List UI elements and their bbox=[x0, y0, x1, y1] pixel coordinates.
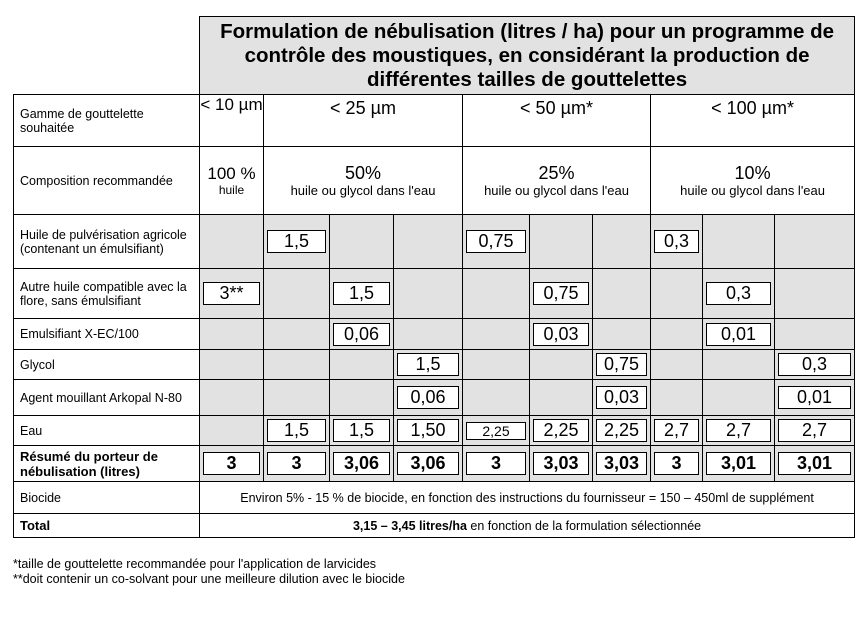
value-cell bbox=[394, 269, 463, 319]
value-cell bbox=[651, 269, 703, 319]
value-text bbox=[778, 333, 851, 335]
value-cell bbox=[200, 319, 264, 350]
value-text bbox=[203, 333, 260, 335]
composition-pct: 25% bbox=[538, 163, 575, 183]
summary-cell bbox=[593, 446, 651, 482]
composition-pct: 100 % bbox=[207, 163, 256, 183]
value-text bbox=[203, 241, 260, 243]
value-text: 2,25 bbox=[533, 419, 589, 442]
value-text bbox=[466, 397, 526, 399]
value-cell bbox=[394, 416, 463, 446]
value-cell bbox=[703, 350, 775, 380]
value-cell bbox=[530, 416, 593, 446]
value-cell bbox=[651, 319, 703, 350]
value-text: 0,75 bbox=[596, 353, 647, 376]
value-text: 0,3 bbox=[778, 353, 851, 376]
value-text: 0,75 bbox=[466, 230, 526, 253]
value-cell bbox=[703, 269, 775, 319]
value-cell bbox=[651, 215, 703, 269]
value-cell bbox=[463, 416, 530, 446]
composition-50 bbox=[264, 147, 463, 215]
ingredient-rows bbox=[14, 215, 855, 446]
value-cell bbox=[463, 380, 530, 416]
footnote-1: *taille de gouttelette recommandée pour l'application de larvicides bbox=[13, 557, 377, 571]
summary-value: 3 bbox=[654, 452, 699, 475]
value-cell bbox=[394, 380, 463, 416]
value-cell bbox=[330, 215, 394, 269]
ingredient-label: Eau bbox=[14, 416, 200, 446]
value-text: 0,06 bbox=[333, 323, 390, 346]
ingredient-row bbox=[14, 319, 855, 350]
value-cell bbox=[264, 350, 330, 380]
summary-value: 3,03 bbox=[596, 452, 647, 475]
value-text: 0,06 bbox=[397, 386, 459, 409]
droplet-range-label: Gamme de gouttelette souhaitée bbox=[14, 95, 200, 147]
value-text bbox=[778, 241, 851, 243]
value-cell bbox=[651, 350, 703, 380]
value-cell bbox=[775, 215, 855, 269]
value-cell bbox=[593, 215, 651, 269]
value-cell bbox=[394, 350, 463, 380]
value-cell bbox=[200, 380, 264, 416]
value-cell bbox=[651, 416, 703, 446]
ingredient-label: Emulsifiant X-EC/100 bbox=[14, 319, 200, 350]
summary-cell bbox=[394, 446, 463, 482]
summary-cell bbox=[330, 446, 394, 482]
value-text: 2,25 bbox=[596, 419, 647, 442]
ingredient-label: Agent mouillant Arkopal N-80 bbox=[14, 380, 200, 416]
value-cell bbox=[394, 215, 463, 269]
summary-value: 3,06 bbox=[333, 452, 390, 475]
composition-pct: 10% bbox=[734, 163, 771, 183]
value-text: 3** bbox=[203, 282, 260, 305]
value-cell bbox=[264, 416, 330, 446]
value-text bbox=[654, 364, 699, 366]
value-text bbox=[267, 293, 326, 295]
ingredient-row bbox=[14, 215, 855, 269]
total-rest: en fonction de la formulation sélectionnée bbox=[466, 518, 702, 533]
value-text: 0,3 bbox=[706, 282, 771, 305]
value-text: 1,50 bbox=[397, 419, 459, 442]
value-text bbox=[706, 364, 771, 366]
ingredient-row bbox=[14, 269, 855, 319]
droplet-range-100: < 100 µm* bbox=[651, 95, 855, 147]
value-cell bbox=[775, 269, 855, 319]
value-text bbox=[333, 364, 390, 366]
ingredient-label: Autre huile compatible avec la flore, sans émulsifiant bbox=[14, 269, 200, 319]
value-cell bbox=[264, 380, 330, 416]
total-label: Total bbox=[14, 514, 200, 538]
summary-value: 3 bbox=[267, 452, 326, 475]
composition-desc: huile bbox=[218, 182, 245, 197]
value-text bbox=[333, 241, 390, 243]
value-text bbox=[466, 293, 526, 295]
summary-label: Résumé du porteur de nébulisation (litres) bbox=[14, 446, 200, 482]
ingredient-label: Glycol bbox=[14, 350, 200, 380]
value-text: 0,01 bbox=[706, 323, 771, 346]
value-text bbox=[203, 397, 260, 399]
summary-value: 3,03 bbox=[533, 452, 589, 475]
value-text bbox=[267, 364, 326, 366]
droplet-range-50: < 50 µm* bbox=[463, 95, 651, 147]
summary-cell bbox=[200, 446, 264, 482]
summary-value: 3,01 bbox=[778, 452, 851, 475]
value-text bbox=[203, 430, 260, 432]
value-cell bbox=[593, 319, 651, 350]
summary-value: 3 bbox=[466, 452, 526, 475]
value-text: 1,5 bbox=[333, 282, 390, 305]
value-text bbox=[333, 397, 390, 399]
value-text bbox=[466, 333, 526, 335]
formulation-table bbox=[13, 16, 855, 538]
value-cell bbox=[330, 416, 394, 446]
value-text bbox=[267, 333, 326, 335]
value-cell bbox=[530, 350, 593, 380]
summary-cell bbox=[463, 446, 530, 482]
value-text: 1,5 bbox=[397, 353, 459, 376]
value-cell bbox=[330, 380, 394, 416]
table-title: Formulation de nébulisation (litres / ha) pour un programme de contrôle des moustiques, en considérant la production de différentes tailles de gouttelettes bbox=[200, 17, 855, 95]
value-cell bbox=[703, 215, 775, 269]
value-cell bbox=[463, 269, 530, 319]
value-cell bbox=[703, 380, 775, 416]
value-cell bbox=[330, 269, 394, 319]
value-cell bbox=[775, 350, 855, 380]
value-text: 0,01 bbox=[778, 386, 851, 409]
value-text bbox=[778, 293, 851, 295]
value-text bbox=[397, 293, 459, 295]
value-text bbox=[596, 293, 647, 295]
composition-pct: 50% bbox=[344, 163, 382, 183]
value-cell bbox=[264, 319, 330, 350]
value-text: 0,03 bbox=[533, 323, 589, 346]
summary-cell bbox=[775, 446, 855, 482]
composition-desc: huile ou glycol dans l'eau bbox=[484, 183, 629, 198]
summary-value: 3 bbox=[203, 452, 260, 475]
footnote-2: **doit contenir un co-solvant pour une meilleure dilution avec le biocide bbox=[13, 572, 405, 586]
value-cell bbox=[463, 319, 530, 350]
value-text bbox=[533, 397, 589, 399]
total-text bbox=[200, 514, 855, 538]
value-cell bbox=[330, 319, 394, 350]
value-cell bbox=[394, 319, 463, 350]
value-text: 1,5 bbox=[333, 419, 390, 442]
value-text bbox=[533, 241, 589, 243]
value-cell bbox=[530, 215, 593, 269]
value-cell bbox=[530, 269, 593, 319]
droplet-range-25: < 25 µm bbox=[264, 95, 463, 147]
composition-desc: huile ou glycol dans l'eau bbox=[290, 183, 436, 198]
summary-cell bbox=[264, 446, 330, 482]
summary-cell bbox=[530, 446, 593, 482]
value-text bbox=[267, 397, 326, 399]
summary-cell bbox=[651, 446, 703, 482]
value-text: 0,3 bbox=[654, 230, 699, 253]
value-text: 0,75 bbox=[533, 282, 589, 305]
value-cell bbox=[330, 350, 394, 380]
formulation-table-container bbox=[13, 16, 855, 538]
value-cell bbox=[463, 215, 530, 269]
value-text bbox=[397, 241, 459, 243]
value-text: 0,03 bbox=[596, 386, 647, 409]
value-text bbox=[203, 364, 260, 366]
value-cell bbox=[775, 380, 855, 416]
value-text bbox=[533, 364, 589, 366]
value-cell bbox=[703, 416, 775, 446]
value-text bbox=[654, 397, 699, 399]
summary-cell bbox=[703, 446, 775, 482]
value-text: 2,7 bbox=[654, 419, 699, 442]
total-range: 3,15 – 3,45 litres/ha bbox=[352, 518, 467, 533]
value-cell bbox=[264, 269, 330, 319]
value-text bbox=[706, 397, 771, 399]
ingredient-row bbox=[14, 416, 855, 446]
value-cell bbox=[593, 350, 651, 380]
value-text: 1,5 bbox=[267, 419, 326, 442]
value-cell bbox=[651, 380, 703, 416]
value-text bbox=[596, 241, 647, 243]
droplet-range-10: < 10 µm bbox=[200, 95, 264, 147]
composition-desc: huile ou glycol dans l'eau bbox=[680, 183, 825, 198]
biocide-label: Biocide bbox=[14, 482, 200, 514]
summary-value: 3,01 bbox=[706, 452, 771, 475]
value-cell bbox=[463, 350, 530, 380]
composition-100 bbox=[200, 147, 264, 215]
value-text bbox=[654, 333, 699, 335]
value-cell bbox=[530, 380, 593, 416]
value-text bbox=[466, 364, 526, 366]
value-text bbox=[654, 293, 699, 295]
ingredient-row bbox=[14, 380, 855, 416]
value-cell bbox=[775, 319, 855, 350]
biocide-text: Environ 5% - 15 % de biocide, en fonction des instructions du fournisseur = 150 – 450ml de supplément bbox=[200, 482, 855, 514]
value-cell bbox=[703, 319, 775, 350]
value-text bbox=[706, 241, 771, 243]
composition-25 bbox=[463, 147, 651, 215]
value-cell bbox=[200, 269, 264, 319]
value-text bbox=[596, 333, 647, 335]
value-cell bbox=[593, 380, 651, 416]
value-text: 2,25 bbox=[466, 422, 526, 440]
summary-value: 3,06 bbox=[397, 452, 459, 475]
value-cell bbox=[593, 416, 651, 446]
value-text: 1,5 bbox=[267, 230, 326, 253]
value-cell bbox=[264, 215, 330, 269]
composition-10 bbox=[651, 147, 855, 215]
value-text: 2,7 bbox=[706, 419, 771, 442]
value-text: 2,7 bbox=[778, 419, 851, 442]
value-cell bbox=[200, 350, 264, 380]
composition-label: Composition recommandée bbox=[14, 147, 200, 215]
value-text bbox=[397, 333, 459, 335]
ingredient-row bbox=[14, 350, 855, 380]
value-cell bbox=[530, 319, 593, 350]
value-cell bbox=[200, 416, 264, 446]
value-cell bbox=[593, 269, 651, 319]
ingredient-label: Huile de pulvérisation agricole (contenant un émulsifiant) bbox=[14, 215, 200, 269]
summary-row bbox=[14, 446, 855, 482]
blank-corner bbox=[14, 17, 200, 95]
value-cell bbox=[775, 416, 855, 446]
value-cell bbox=[200, 215, 264, 269]
